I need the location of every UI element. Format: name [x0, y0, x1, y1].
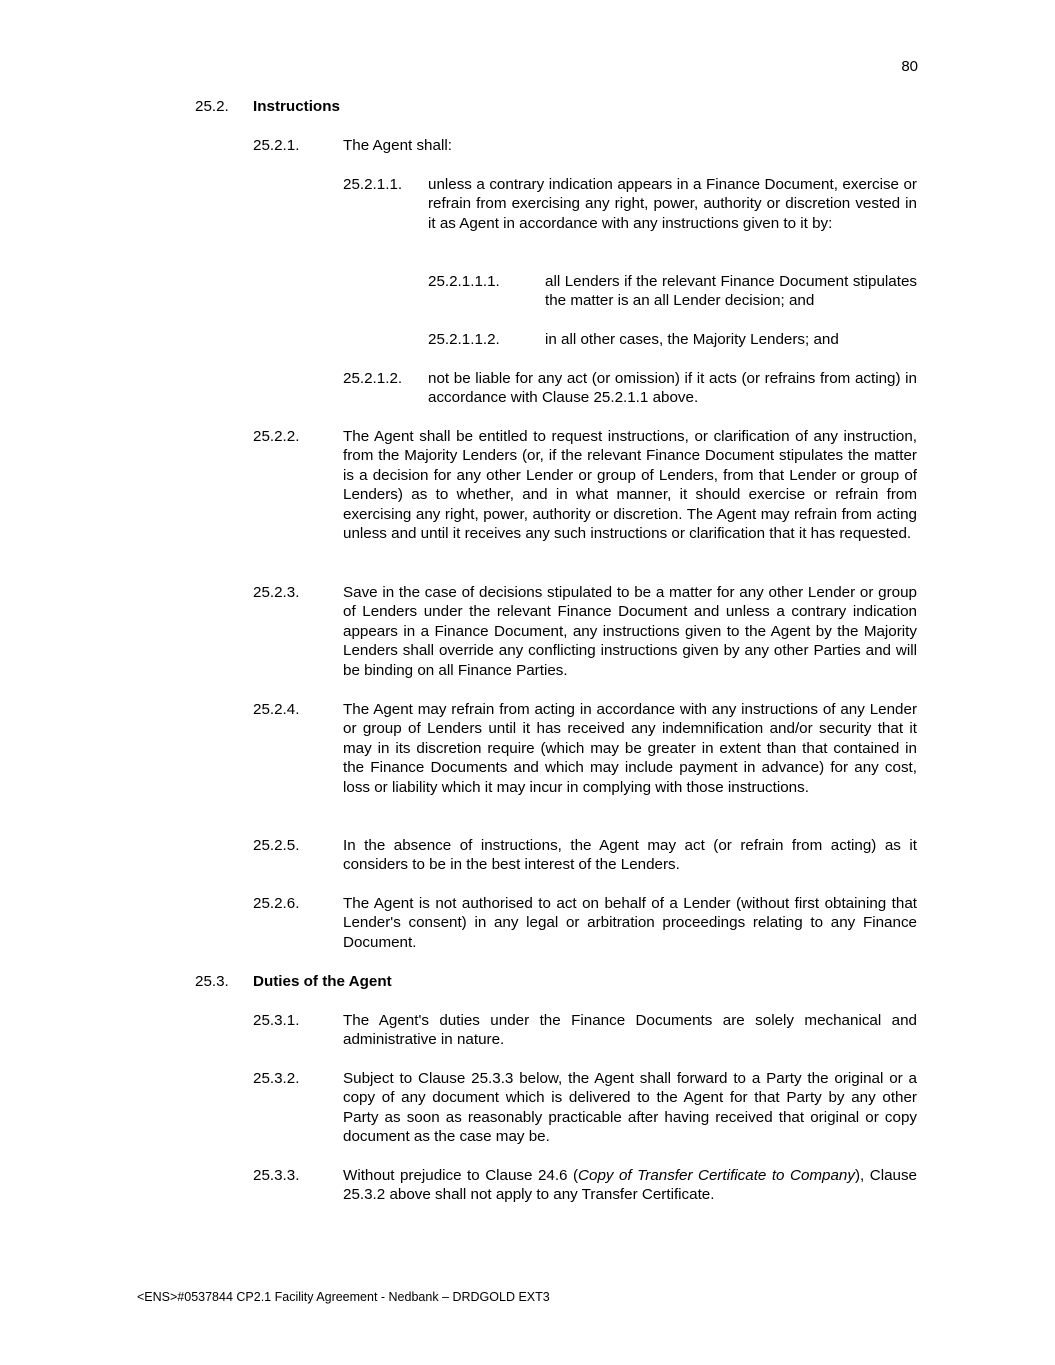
subsubclause-number: 25.2.1.1.2. — [428, 331, 500, 348]
clause-number: 25.2.2. — [253, 428, 300, 445]
clause-text — [343, 1166, 917, 1205]
clause-text: The Agent's duties under the Finance Documents are solely mechanical and administrative in nature. — [343, 1012, 917, 1049]
subclause-number: 25.2.1.2. — [343, 370, 403, 387]
clause-text: Save in the case of decisions stipulated to be a matter for any other Lender or group of Lenders under the relevant Finance Document and unless a contrary indication appears in a Finance Document, any instructions given to the Agent by the Majority Lenders shall override any conflicting instructions given by any other Parties and will be binding on all Finance Parties. — [343, 584, 917, 679]
section-heading: Instructions — [253, 98, 340, 115]
clause-text: Subject to Clause 25.3.3 below, the Agent shall forward to a Party the original or a copy of any document which is delivered to the Agent for that Party by any other Party as soon as reasonably practicable after having received that original or copy document as the case may be. — [343, 1070, 917, 1146]
subsubclause-text: in all other cases, the Majority Lenders; and — [545, 331, 839, 348]
clause-number: 25.2.1. — [253, 137, 300, 154]
section-number: 25.3. — [195, 973, 229, 990]
clause-number: 25.3.2. — [253, 1070, 300, 1087]
clause-text-part: Without prejudice to Clause 24.6 ( — [343, 1167, 579, 1184]
subsubclause-number: 25.2.1.1.1. — [428, 273, 500, 290]
clause-text: The Agent shall: — [343, 137, 452, 154]
clause-text-part: ), Clause 25.3.2 above shall not apply to any Transfer Certificate. — [343, 1167, 918, 1204]
page-number: 80 — [901, 58, 918, 75]
clause-number: 25.2.5. — [253, 837, 300, 854]
clause-text: In the absence of instructions, the Agent may act (or refrain from acting) as it considers to be in the best interest of the Lenders. — [343, 837, 917, 874]
subsubclause-text: all Lenders if the relevant Finance Document stipulates the matter is an all Lender decision; and — [545, 273, 917, 310]
clause-number: 25.2.3. — [253, 584, 300, 601]
section-heading: Duties of the Agent — [253, 973, 392, 990]
clause-number: 25.3.3. — [253, 1167, 300, 1184]
subclause-text: not be liable for any act (or omission) if it acts (or refrains from acting) in accordance with Clause 25.2.1.1 above. — [428, 370, 917, 407]
clause-text: The Agent shall be entitled to request instructions, or clarification of any instruction, from the Majority Lenders (or, if the relevant Finance Document stipulates the matter is a decision for any other Lender or group of Lenders, from that Lender or group of Lenders) as to whether, and in what manner, it should exercise or refrain from exercising any right, power, authority or discretion. The Agent may refrain from acting unless and until it receives any such instructions or clarification that it has requested. — [343, 428, 917, 543]
document-footer: <ENS>#0537844 CP2.1 Facility Agreement - Nedbank – DRDGOLD EXT3 — [137, 1290, 550, 1304]
clause-text: The Agent may refrain from acting in accordance with any instructions of any Lender or group of Lenders until it has received any indemnification and/or security that it may in its discretion require (which may be greater in extent than that contained in the Finance Documents and which may include payment in advance) for any cost, loss or liability which it may incur in complying with those instructions. — [343, 701, 917, 796]
clause-number: 25.3.1. — [253, 1012, 300, 1029]
clause-text: The Agent is not authorised to act on behalf of a Lender (without first obtaining that Lender's consent) in any legal or arbitration proceedings relating to any Finance Document. — [343, 895, 917, 951]
section-number: 25.2. — [195, 98, 229, 115]
clause-number: 25.2.4. — [253, 701, 300, 718]
subclause-text: unless a contrary indication appears in a Finance Document, exercise or refrain from exercising any right, power, authority or discretion vested in it as Agent in accordance with any instructions given to it by: — [428, 176, 917, 232]
subclause-number: 25.2.1.1. — [343, 176, 403, 193]
clause-number: 25.2.6. — [253, 895, 300, 912]
clause-title-italic: Copy of Transfer Certificate to Company — [578, 1167, 855, 1184]
